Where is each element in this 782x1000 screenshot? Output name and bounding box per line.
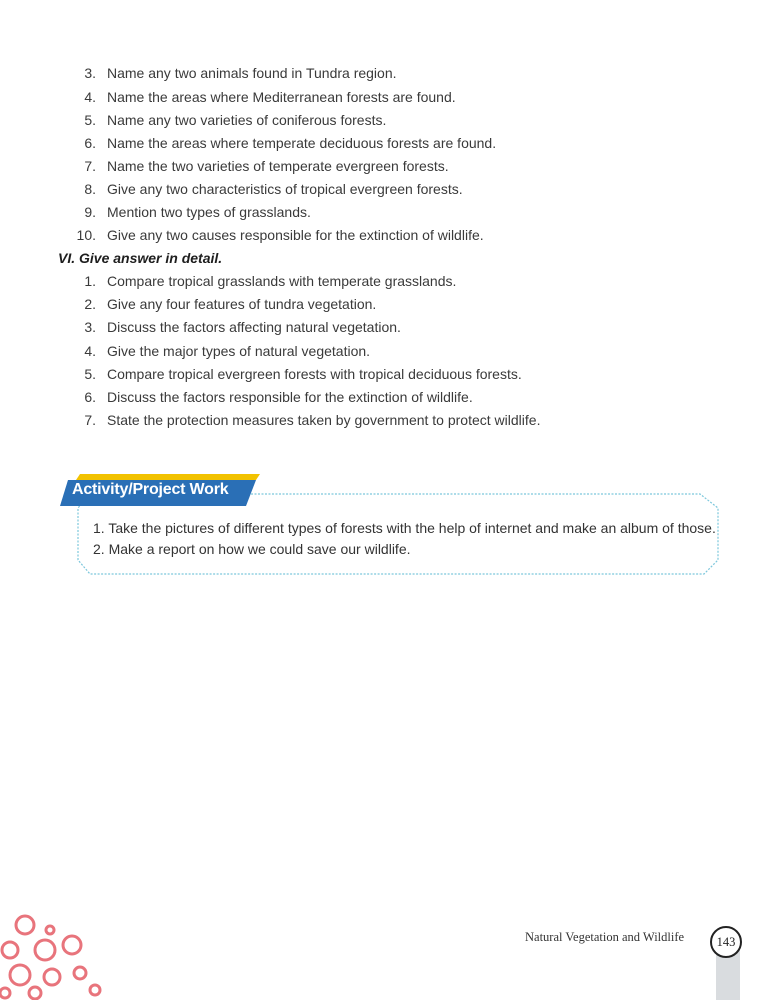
page-number: 143 [710,926,742,958]
activity-item: 1. Take the pictures of different types of forests with the help of internet and make an album of those. [93,520,716,536]
item-number: 4. [84,343,96,359]
item-text: Name any two animals found in Tundra region. [107,65,397,81]
item-text: Discuss the factors responsible for the extinction of wildlife. [107,389,473,405]
item-number: 6. [84,135,96,151]
item-text: Name any two varieties of coniferous forests. [107,112,387,128]
item-number: 4. [84,89,96,105]
item-text: Compare tropical grasslands with temperate grasslands. [107,273,457,289]
item-text: Give the major types of natural vegetation. [107,343,371,359]
item-number: 6. [84,389,96,405]
item-number: 10. [76,227,96,243]
item-number: 5. [84,112,96,128]
item-number: 9. [84,204,96,220]
item-number: 2. [84,296,96,312]
activity-item: 2. Make a report on how we could save our wildlife. [93,541,411,557]
item-number: 7. [84,412,96,428]
item-text: Discuss the factors affecting natural vegetation. [107,319,401,335]
item-text: Compare tropical evergreen forests with tropical deciduous forests. [107,366,522,382]
item-number: 5. [84,366,96,382]
item-text: Name the two varieties of temperate evergreen forests. [107,158,449,174]
chapter-title: Natural Vegetation and Wildlife [525,930,685,944]
item-text: Give any two causes responsible for the extinction of wildlife. [107,227,484,243]
item-text: Name the areas where Mediterranean forests are found. [107,89,456,105]
item-text: State the protection measures taken by government to protect wildlife. [107,412,541,428]
item-number: 1. [84,273,96,289]
item-text: Mention two types of grasslands. [107,204,311,220]
item-number: 3. [84,65,96,81]
item-text: Give any four features of tundra vegetation. [107,296,377,312]
item-number: 3. [84,319,96,335]
item-number: 7. [84,158,96,174]
item-number: 8. [84,181,96,197]
section-heading: VI. Give answer in detail. [58,250,223,266]
decorative-circles [0,905,110,1000]
item-text: Give any two characteristics of tropical evergreen forests. [107,181,463,197]
item-text: Name the areas where temperate deciduous forests are found. [107,135,497,151]
activity-title: Activity/Project Work [72,481,229,498]
